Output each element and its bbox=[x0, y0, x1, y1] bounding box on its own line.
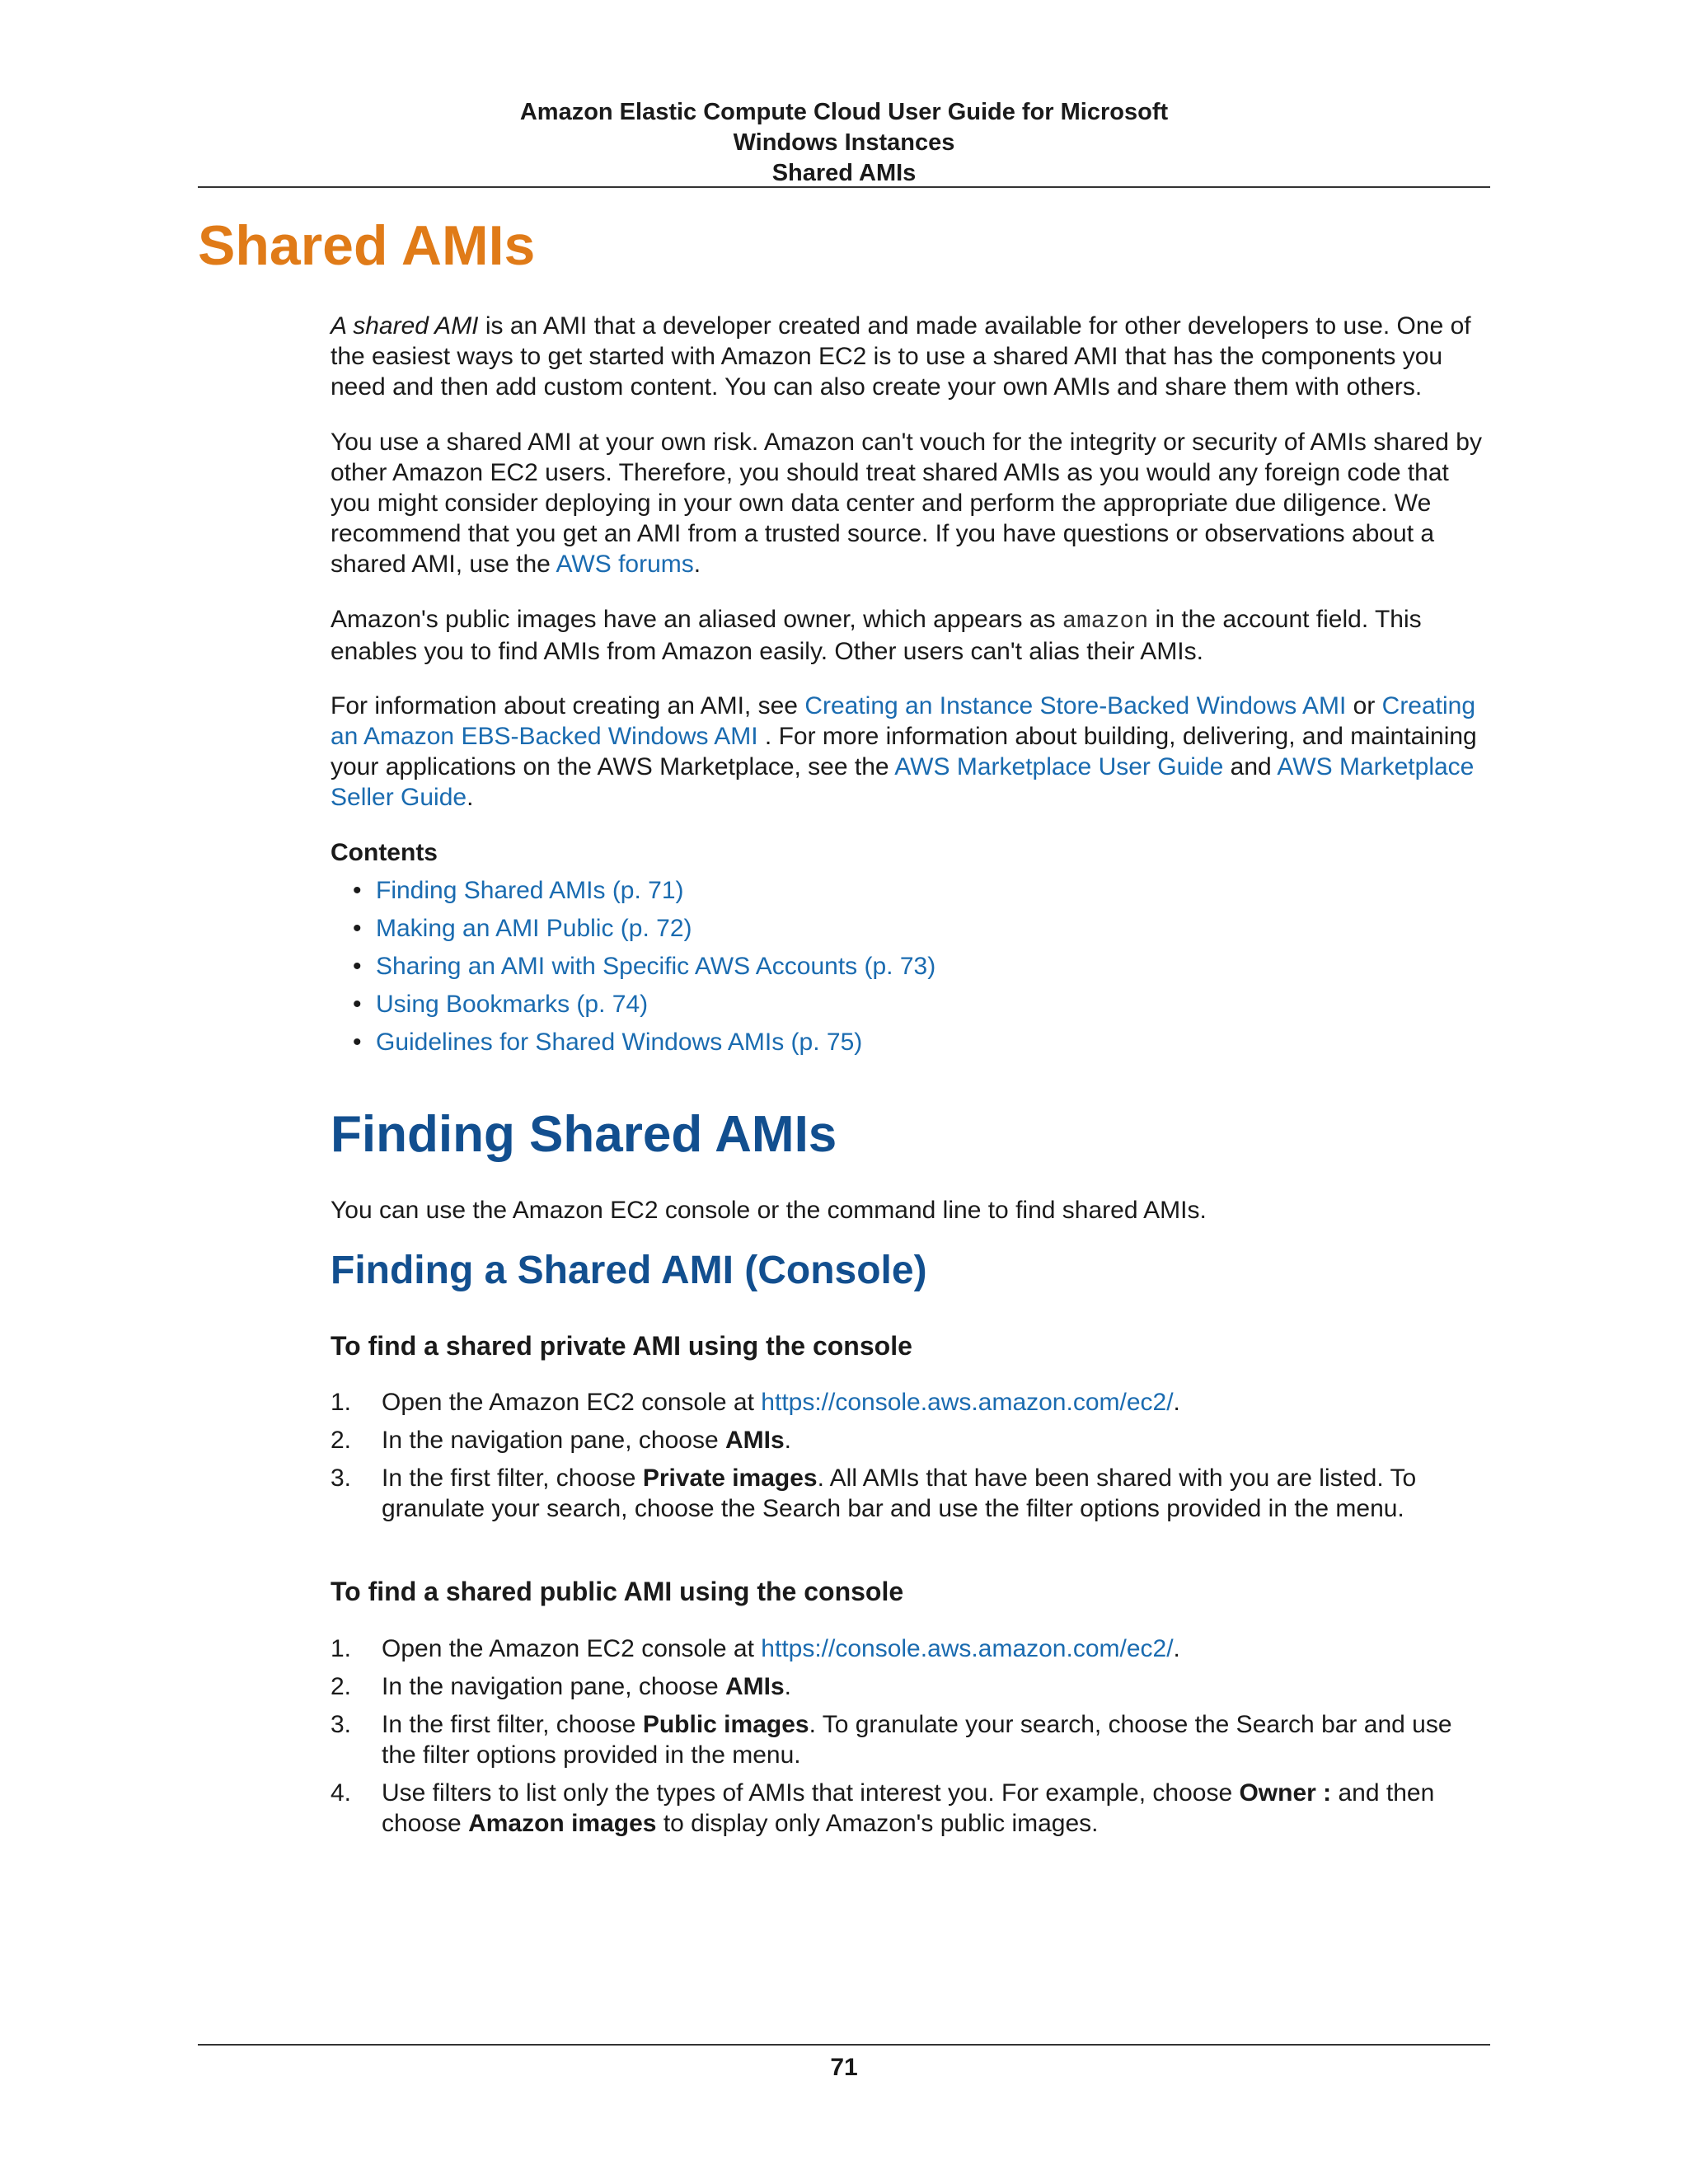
aws-forums-link[interactable]: AWS forums bbox=[556, 551, 694, 578]
step-item: 2. In the navigation pane, choose AMIs. bbox=[331, 1427, 792, 1454]
contents-heading: Contents bbox=[331, 839, 438, 866]
procedure-steps-public bbox=[331, 1633, 1493, 1846]
step-item: 2. In the navigation pane, choose AMIs. bbox=[331, 1673, 792, 1700]
ebs-backed-ami-link[interactable]: Creating an Amazon EBS-Backed Windows AMI bbox=[331, 692, 1476, 750]
toc-link-finding-shared-amis[interactable]: Finding Shared AMIs (p. 71) bbox=[376, 877, 684, 904]
step-number: 2. bbox=[331, 1673, 352, 1700]
step-item: 1. Open the Amazon EC2 console at https://console.aws.amazon.com/ec2/. bbox=[331, 1389, 1180, 1416]
toc-item bbox=[353, 913, 935, 951]
procedure-title-private: To find a shared private AMI using the console bbox=[331, 1331, 912, 1361]
procedure-steps-private bbox=[331, 1387, 1493, 1531]
ui-term: Owner : bbox=[1239, 1779, 1332, 1807]
ui-term: Private images bbox=[642, 1465, 818, 1492]
ec2-console-link[interactable]: https://console.aws.amazon.com/ec2/ bbox=[761, 1635, 1174, 1662]
procedure-title-public: To find a shared public AMI using the console bbox=[331, 1577, 904, 1606]
toc-item bbox=[353, 875, 935, 913]
ui-term: AMIs bbox=[724, 1427, 785, 1454]
step-number: 1. bbox=[331, 1389, 352, 1416]
intro-paragraph-4: For information about creating an AMI, see Creating an Instance Store-Backed Windows AMI or Creating an Amazon EBS-Backed Windows AMI . For more information about building, delivering, and maintaining your applications on the AWS Marketplace, see the AWS Marketplace User Guide and AWS Marketplace Seller Guide. bbox=[331, 692, 1477, 811]
marketplace-seller-guide-link[interactable]: AWS Marketplace Seller Guide bbox=[331, 753, 1475, 811]
step-item: 1. Open the Amazon EC2 console at https://console.aws.amazon.com/ec2/. bbox=[331, 1635, 1180, 1662]
ui-term: AMIs bbox=[724, 1673, 785, 1700]
defined-term: A shared AMI bbox=[331, 312, 479, 340]
marketplace-user-guide-link[interactable]: AWS Marketplace User Guide bbox=[894, 753, 1224, 780]
bullet-icon: • bbox=[353, 953, 362, 980]
table-of-contents bbox=[353, 875, 935, 1065]
step-number: 3. bbox=[331, 1711, 352, 1738]
section-intro: You can use the Amazon EC2 console or the command line to find shared AMIs. bbox=[331, 1197, 1207, 1224]
intro-paragraph-2: You use a shared AMI at your own risk. Amazon can't vouch for the integrity or security of AMIs shared by other Amazon EC2 users. Therefore, you should treat shared AMIs as you would any foreign code that you might consider deploying in your own data center and perform the appropriate due diligence. We recommend that you get an AMI from a trusted source. If you have questions or observations about a shared AMI, use the AWS forums. bbox=[331, 429, 1482, 578]
toc-link-making-ami-public[interactable]: Making an AMI Public (p. 72) bbox=[376, 915, 692, 942]
owner-alias-code: amazon bbox=[1062, 607, 1149, 635]
running-header bbox=[198, 97, 1490, 189]
bullet-icon: • bbox=[353, 1029, 362, 1056]
step-number: 4. bbox=[331, 1779, 352, 1807]
footer-divider bbox=[198, 2044, 1490, 2046]
page-number: 71 bbox=[830, 2054, 858, 2081]
instance-store-ami-link[interactable]: Creating an Instance Store-Backed Windows AMI bbox=[804, 692, 1353, 719]
step-item: 4. Use filters to list only the types of AMIs that interest you. For example, choose Owner : and then choose Amazon images to display only Amazon's public images. bbox=[331, 1779, 1435, 1837]
subsection-heading: Finding a Shared AMI (Console) bbox=[331, 1249, 927, 1292]
ui-term: Public images bbox=[642, 1711, 809, 1738]
toc-item bbox=[353, 1027, 935, 1065]
intro-paragraph-3: Amazon's public images have an aliased owner, which appears as amazon in the account field. This enables you to find AMIs from Amazon easily. Other users can't alias their AMIs. bbox=[331, 606, 1422, 665]
ui-term: Amazon images bbox=[468, 1810, 657, 1837]
step-number: 3. bbox=[331, 1465, 352, 1492]
bullet-icon: • bbox=[353, 915, 362, 942]
bullet-icon: • bbox=[353, 991, 362, 1018]
toc-item bbox=[353, 951, 935, 989]
step-item: 3. In the first filter, choose Private images. All AMIs that have been shared with you are listed. To granulate your search, choose the Search bar and use the filter options provided in the menu. bbox=[331, 1465, 1417, 1522]
page-title: Shared AMIs bbox=[198, 214, 536, 277]
step-item: 3. In the first filter, choose Public images. To granulate your search, choose the Search bar and use the filter options provided in the menu. bbox=[331, 1711, 1452, 1769]
step-number: 2. bbox=[331, 1427, 352, 1454]
header-line-2: Windows Instances bbox=[733, 129, 955, 156]
toc-link-sharing-ami[interactable]: Sharing an AMI with Specific AWS Accounts (p. 73) bbox=[376, 953, 936, 980]
toc-item bbox=[353, 989, 935, 1027]
toc-link-guidelines[interactable]: Guidelines for Shared Windows AMIs (p. 75) bbox=[376, 1029, 863, 1056]
toc-link-using-bookmarks[interactable]: Using Bookmarks (p. 74) bbox=[376, 991, 649, 1018]
section-heading: Finding Shared AMIs bbox=[331, 1106, 837, 1163]
step-number: 1. bbox=[331, 1635, 352, 1662]
header-line-3: Shared AMIs bbox=[771, 160, 917, 186]
bullet-icon: • bbox=[353, 877, 362, 904]
header-line-1: Amazon Elastic Compute Cloud User Guide for Microsoft bbox=[519, 99, 1169, 125]
header-divider bbox=[198, 186, 1490, 188]
intro-paragraph-1: A shared AMI is an AMI that a developer created and made available for other developers to use. One of the easiest ways to get started with Amazon EC2 is to use a shared AMI that has the components you need and then add custom content. You can also create your own AMIs and share them with others. bbox=[331, 312, 1471, 401]
ec2-console-link[interactable]: https://console.aws.amazon.com/ec2/ bbox=[761, 1389, 1174, 1416]
